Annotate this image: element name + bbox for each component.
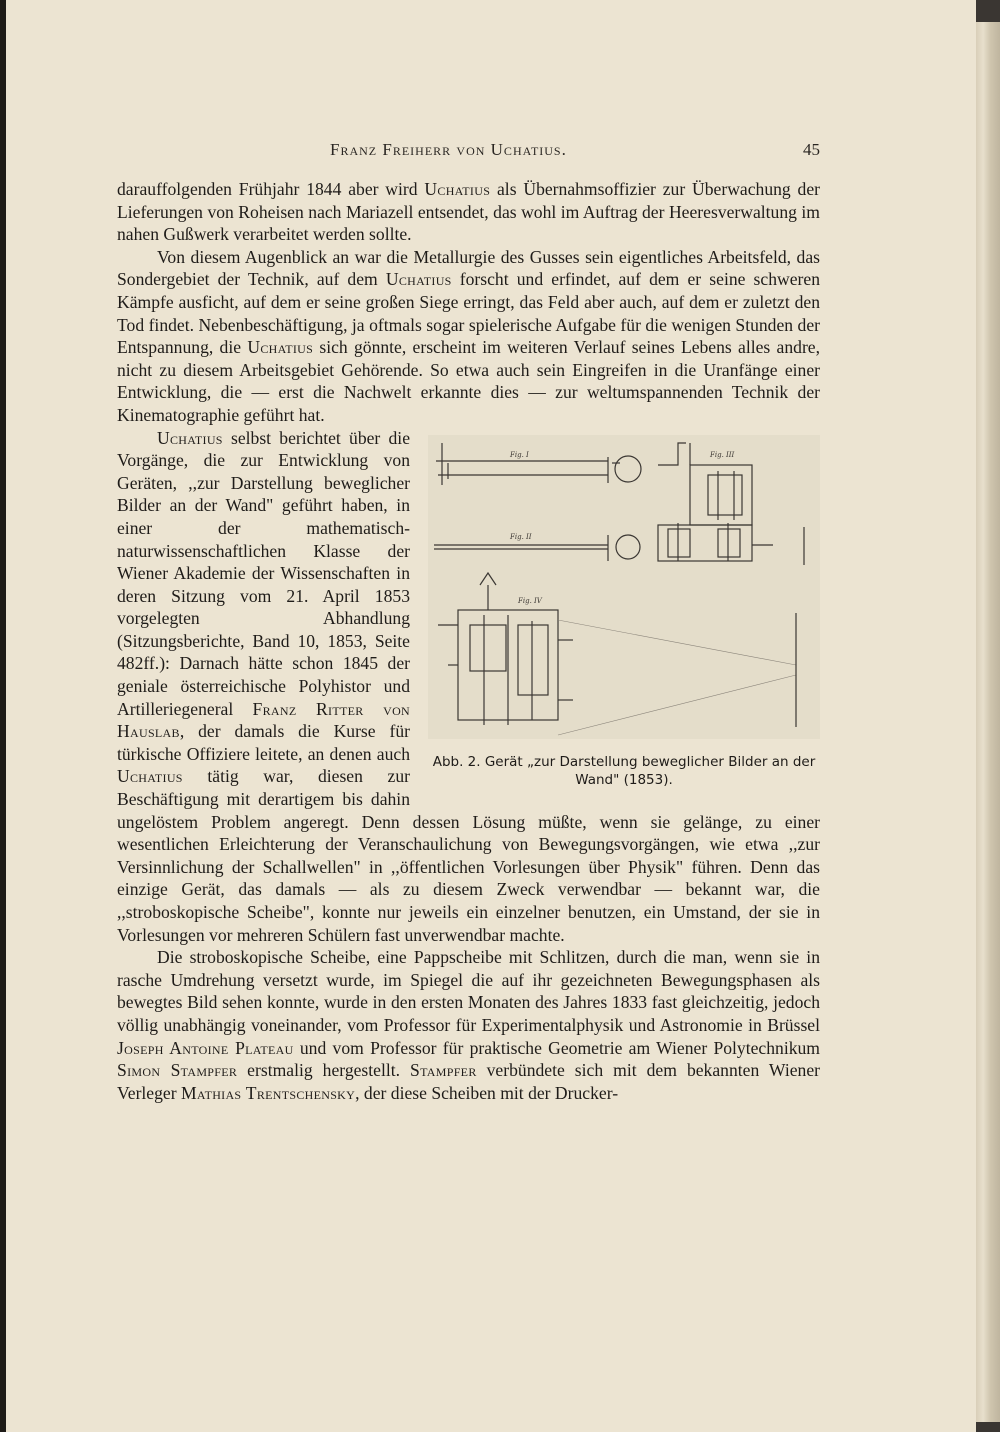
text-run: erstmalig hergestellt. bbox=[237, 1060, 411, 1081]
person-name: Simon Stampfer bbox=[117, 1060, 238, 1081]
fig-label-1: Fig. I bbox=[510, 450, 529, 459]
person-name: Uchatius bbox=[157, 427, 223, 448]
person-name: Stampfer bbox=[410, 1060, 477, 1081]
text-run: sich gönnte, erscheint im weiteren Verlauf seines Lebens alles andre, nicht zu diesem Arbeitsgebiet Gehörende. So etwa auch sein Eingreifen in die Uranfänge einer Entwicklung, die — erst die Nachwelt erkannte dies — zur weltumspannenden Technik der Kinematographie geführt hat. bbox=[117, 337, 821, 425]
paragraph bbox=[117, 946, 820, 1104]
person-name: Uchatius bbox=[385, 269, 452, 290]
apparatus-drawing bbox=[428, 435, 820, 739]
fig-label-4: Fig. IV bbox=[518, 596, 542, 605]
fig-label-2: Fig. II bbox=[510, 532, 532, 541]
person-name: Mathias Trentschensky bbox=[180, 1082, 356, 1103]
text-run: verbündete sich mit dem bekannten Wiener Verleger bbox=[117, 1060, 820, 1103]
body-text bbox=[117, 178, 820, 1104]
figure-abb-2 bbox=[428, 435, 820, 789]
person-name: Uchatius bbox=[424, 179, 491, 199]
person-name: Uchatius bbox=[117, 766, 183, 787]
text-run: tätig war, diesen zur Beschäftigung mit derartigem bis dahin ungelöstem Problem angeregt. Denn dessen Lösung müßte, wenn sie gelänge, zu einer wesentlichen Erleichterung der Veranschaulichung von Bewegungsvorgängen, wie etwa ,,zur Versinnlichung der Schallwellen" in ,,öffentlichen Vorlesungen über Physik" führen. Denn das einzige Gerät, das damals — als zu diesem Zweck verwendbar — bekannt war, die ,,stroboskopische Scheibe", konnte nur jeweils ein einzelner benutzen, ein Umstand, der sie in Vorlesungen vor mehreren Schülern fast unverwendbar machte. bbox=[117, 766, 820, 945]
text-run: , der damals die Kurse für türkische Offiziere leitete, an denen auch bbox=[117, 721, 410, 764]
text-run: und vom Professor für praktische Geometrie am Wiener Polytechnikum bbox=[293, 1037, 820, 1058]
text-run: Die stroboskopische Scheibe, eine Pappscheibe mit Schlitzen, durch die man, wenn sie in rasche Umdrehung versetzt wurde, im Spiegel die auf ihr gezeichneten Bewegungsphasen als bewegtes Bild sehen konnte, wurde in den ersten Monaten des Jahres 1833 fast gleichzeitig, jedoch völlig unabhängig voneinander, vom Professor für Experimentalphysik und Astronomie in Brüssel bbox=[117, 947, 820, 1035]
text-run: Von diesem Augenblick an war die Metallurgie des Gusses sein eigentliches Arbeitsfeld, das Sondergebiet der Technik, auf dem bbox=[117, 246, 820, 290]
running-head bbox=[120, 140, 820, 162]
fig-label-3: Fig. III bbox=[710, 450, 735, 459]
text-run: forscht und erfindet, auf dem er seine schweren Kämpfe ausficht, auf dem er seine großen Siege erringt, das Feld aber auch, auf dem er zuletzt den Tod findet. Nebenbeschäftigung, ja oftmals sogar spielerische Aufgabe für die wenigen Stunden der Entspannung, die bbox=[117, 269, 820, 358]
text-run: als Übernahmsoffizier zur Überwachung der Lieferungen von Roheisen nach Mariazell entsendet, das wohl im Auftrag der Heeresverwaltung im nahen Gußwerk verarbeitet werden sollte. bbox=[117, 179, 820, 245]
person-name: Joseph Antoine Plateau bbox=[117, 1037, 294, 1058]
text-run: darauffolgenden Frühjahr 1844 aber wird bbox=[117, 179, 425, 199]
running-head-title: Franz Freiherr von Uchatius. bbox=[330, 140, 567, 159]
page-number: 45 bbox=[803, 140, 820, 159]
person-name: Uchatius bbox=[247, 337, 314, 358]
text-run: , der diese Scheiben mit der Drucker- bbox=[355, 1082, 619, 1103]
text-run: selbst berichtet über die Vorgänge, die zur Entwicklung von Geräten, ,,zur Darstellung beweglicher Bilder an der Wand" geführt haben, in einer der mathematisch-naturwissenschaftlichen Klasse der Wiener Akademie der Wissenschaften in deren Sitzung vom 21. April 1853 vorgelegten Abhandlung (Sitzungsberichte, Band 10, 1853, Seite 482ff.): Darnach hätte schon 1845 der geniale österreichische Polyhistor und Artilleriegeneral bbox=[117, 427, 410, 719]
person-name: Franz Ritter von Hauslab bbox=[117, 698, 410, 742]
paragraph bbox=[117, 246, 820, 427]
figure-caption: Abb. 2. Gerät „zur Darstellung beweglicher Bilder an der Wand" (1853). bbox=[432, 753, 816, 788]
paragraph bbox=[117, 178, 820, 246]
page-stack-edge bbox=[976, 22, 1000, 1422]
